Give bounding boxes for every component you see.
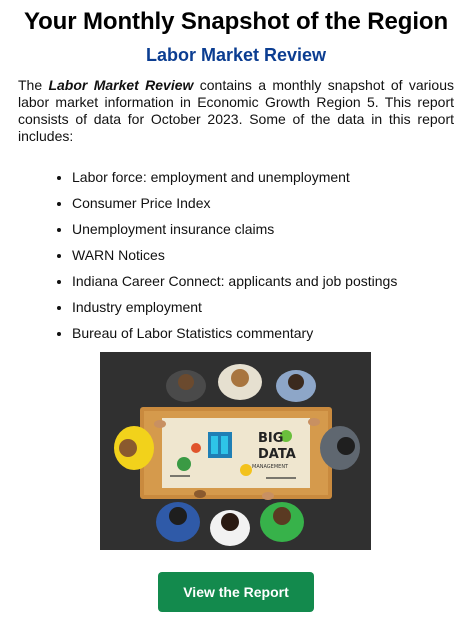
list-item: • Unemployment insurance claims — [72, 216, 397, 242]
page-title: Your Monthly Snapshot of the Region — [23, 8, 449, 35]
list-item: • WARN Notices — [72, 242, 397, 268]
view-report-button[interactable]: View the Report — [158, 572, 314, 612]
board-text-management: MANAGEMENT — [252, 464, 289, 470]
list-item: • Indiana Career Connect: applicants and job postings — [72, 268, 397, 294]
list-item: • Consumer Price Index — [72, 190, 397, 216]
page-subtitle: Labor Market Review — [145, 45, 327, 65]
board-text-big: BIG — [258, 431, 284, 446]
intro-body: contains a monthly snapshot of various labor market information in Economic Growth Region 5. This report consists of data for October 2023. Some of the data in this report includes: — [18, 77, 454, 144]
intro-paragraph — [18, 77, 454, 145]
list-item: • Labor force: employment and unemployment — [72, 164, 397, 190]
report-contents-list — [55, 164, 397, 346]
intro-lead: The — [18, 77, 49, 93]
hero-image — [100, 352, 371, 550]
board-text-data: DATA — [258, 447, 296, 462]
list-item: • Industry employment — [72, 294, 397, 320]
intro-report-name: Labor Market Review — [48, 77, 194, 93]
list-item: • Bureau of Labor Statistics commentary — [72, 320, 397, 346]
team-meeting-illustration — [100, 352, 371, 550]
